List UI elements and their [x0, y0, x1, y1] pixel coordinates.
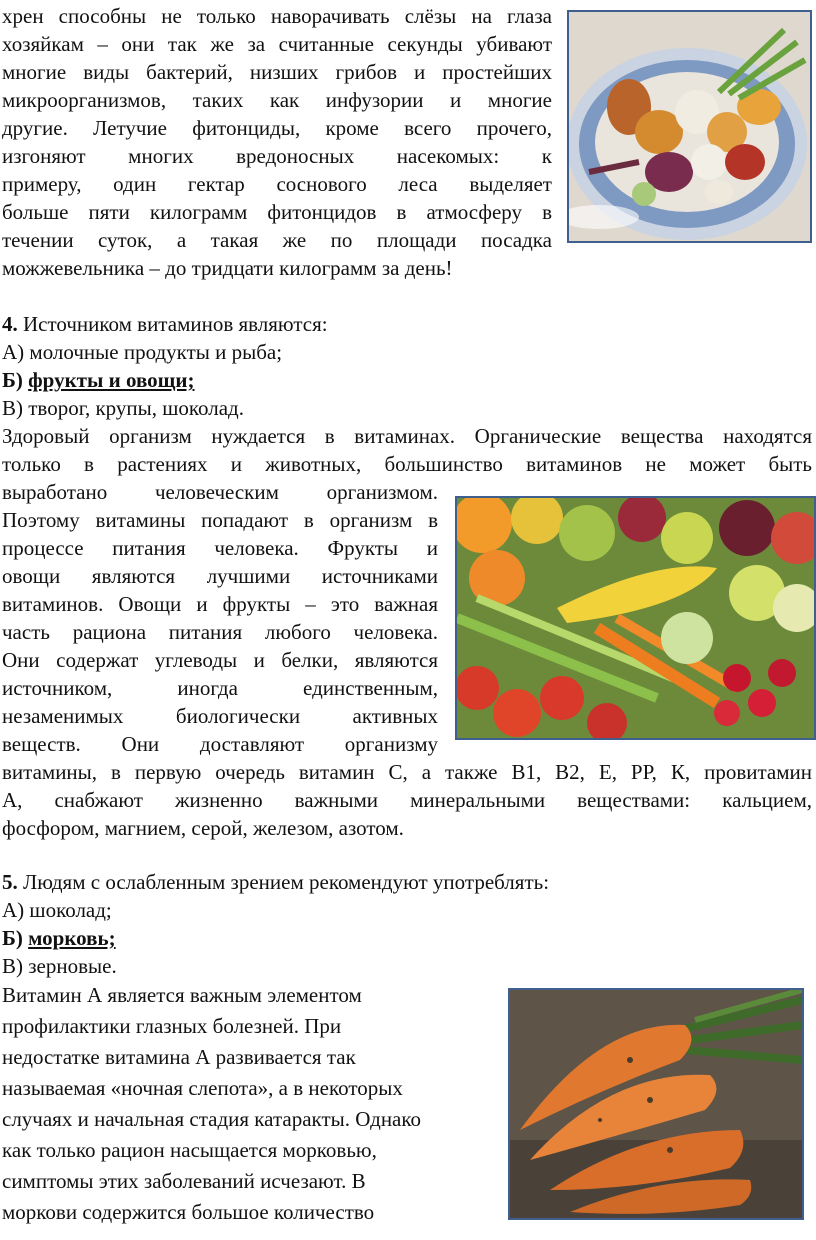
- text-line: только в растениях и животных, большинство витаминов не может быть: [2, 452, 812, 476]
- text-line: случаях и начальная стадия катаракты. Однако: [2, 1107, 422, 1131]
- text-line: Они содержат углеводы и белки, являются: [2, 648, 438, 672]
- text-line: источником, иногда единственным,: [2, 676, 438, 700]
- text-line: профилактики глазных болезней. При: [2, 1014, 342, 1038]
- text-line: моркови содержится большое количество: [2, 1200, 375, 1224]
- question-5-option-b: [2, 924, 802, 952]
- question-4-prompt: Источником витаминов являются:: [17, 312, 328, 336]
- text-line: витамины, в первую очередь витамин С, а также В1, В2, Е, РР, К, провитамин: [2, 760, 812, 784]
- question-5: [2, 868, 802, 980]
- text-line: недостатке витамина А развивается так: [2, 1045, 356, 1069]
- text-line: часть рациона питания любого человека.: [2, 620, 438, 644]
- onion-garlic-photo: [567, 10, 812, 243]
- question-5-option-a: А) шоколад;: [2, 898, 112, 922]
- text-line: овощи являются лучшими источниками: [2, 564, 438, 588]
- text-line: незаменимых биологически активных: [2, 704, 438, 728]
- carrots-image: [510, 990, 802, 1218]
- question-5-number: 5.: [2, 870, 18, 894]
- option-b-label: Б): [2, 368, 29, 392]
- vitamin-a-paragraph: [2, 980, 502, 1228]
- vitamins-paragraph-wrapped: [2, 478, 438, 758]
- phytoncide-paragraph: [2, 2, 552, 282]
- text-line: симптомы этих заболеваний исчезают. В: [2, 1169, 366, 1193]
- text-line: течении суток, а такая же по площади посадка: [2, 228, 552, 252]
- text-line: как только рацион насыщается морковью,: [2, 1138, 377, 1162]
- text-line: веществ. Они доставляют организму: [2, 732, 438, 756]
- question-4-text: [2, 310, 802, 338]
- text-line: процессе питания человека. Фрукты и: [2, 536, 438, 560]
- question-5-option-c: В) зерновые.: [2, 954, 117, 978]
- text-line: больше пяти килограмм фитонцидов в атмосферу в: [2, 200, 552, 224]
- text-line: фосфором, магнием, серой, железом, азотом.: [2, 816, 404, 840]
- question-4-number: 4.: [2, 312, 18, 336]
- text-line: витаминов. Овощи и фрукты – это важная: [2, 592, 438, 616]
- text-line: микроорганизмов, таких как инфузории и многие: [2, 88, 552, 112]
- question-5-text: [2, 868, 802, 896]
- vitamins-paragraph-intro: [2, 422, 812, 478]
- option-b-label: Б): [2, 926, 29, 950]
- text-line: другие. Летучие фитонциды, кроме всего прочего,: [2, 116, 552, 140]
- vitamins-paragraph-tail: [2, 758, 812, 842]
- fruits-vegetables-photo: [455, 496, 816, 740]
- question-4-option-b: [2, 366, 802, 394]
- question-5-correct-answer: морковь;: [28, 926, 116, 950]
- text-line: выработано человеческим организмом.: [2, 480, 438, 504]
- question-4: [2, 310, 802, 422]
- text-line: примеру, один гектар соснового леса выделяет: [2, 172, 552, 196]
- text-line: хрен способны не только наворачивать слёзы на глаза: [2, 4, 552, 28]
- onion-basket-image: [569, 12, 810, 241]
- question-4-correct-answer: фрукты и овощи;: [28, 368, 195, 392]
- text-line: изгоняют многих вредоносных насекомых: к: [2, 144, 552, 168]
- question-4-option-a: А) молочные продукты и рыба;: [2, 340, 283, 364]
- text-line: хозяйкам – они так же за считанные секунды убивают: [2, 32, 552, 56]
- text-line: можжевельника – до тридцати килограмм за день!: [2, 256, 453, 280]
- carrots-photo: [508, 988, 804, 1220]
- fruits-image: [457, 498, 814, 738]
- question-4-option-c: В) творог, крупы, шоколад.: [2, 396, 244, 420]
- text-line: Витамин А является важным элементом: [2, 983, 362, 1007]
- question-5-prompt: Людям с ослабленным зрением рекомендуют употреблять:: [17, 870, 550, 894]
- text-line: Поэтому витамины попадают в организм в: [2, 508, 438, 532]
- text-line: называемая «ночная слепота», а в некоторых: [2, 1076, 403, 1100]
- text-line: Здоровый организм нуждается в витаминах. Органические вещества находятся: [2, 424, 812, 448]
- text-line: А, снабжают жизненно важными минеральными веществами: кальцием,: [2, 788, 812, 812]
- text-line: многие виды бактерий, низших грибов и простейших: [2, 60, 552, 84]
